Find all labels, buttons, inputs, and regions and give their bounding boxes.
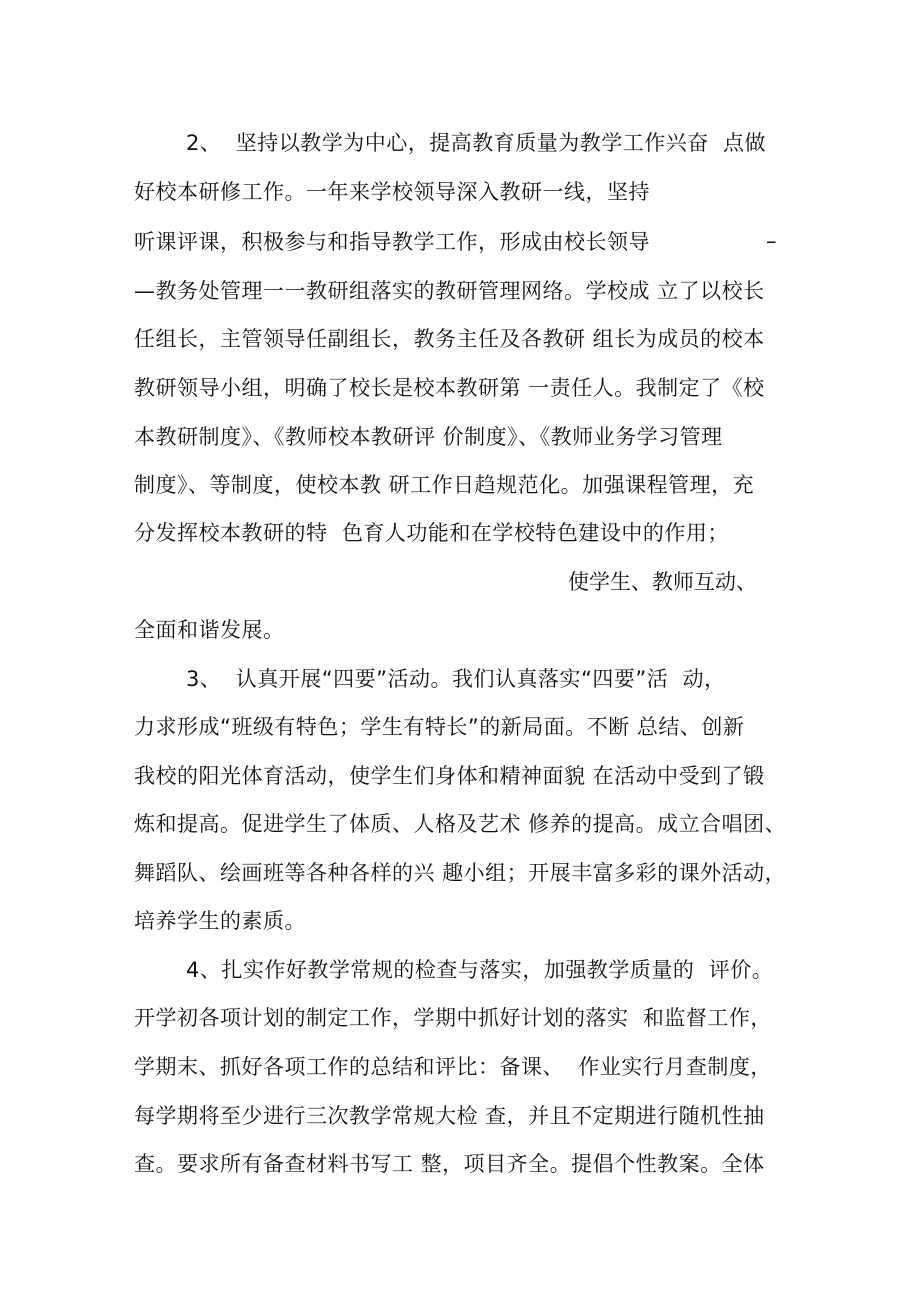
text-line: 分发挥校本教研的特 色育人功能和在学校特色建设中的作用； xyxy=(134,521,729,545)
text-line: 制度》、等制度，使校本教 研工作日趋规范化。加强课程管理，充 xyxy=(134,473,755,497)
text-line: 4、扎实作好教学常规的检查与落实，加强教学质量的 评价。 xyxy=(186,958,774,982)
text-line: 每学期将至少进行三次教学常规大检 查，并且不定期进行随机性抽 xyxy=(134,1104,765,1128)
dash-mark: – xyxy=(766,229,777,253)
text-line: 使学生、教师互动、 xyxy=(568,570,757,594)
text-line: 教研领导小组，明确了校长是校本教研第 一责任人。我制定了《校 xyxy=(134,376,765,400)
text-line: 3、 认真开展“四要”活动。我们认真落实“四要”活 动， xyxy=(186,667,726,691)
text-line: 开学初各项计划的制定工作，学期中抓好计划的落实 和监督工作， xyxy=(134,1006,772,1030)
text-line: 我校的阳光体育活动，使学生们身体和精神面貌 在活动中受到了锻 xyxy=(134,764,765,788)
text-line: 炼和提高。促进学生了体质、人格及艺术 修养的提高。成立合唱团、 xyxy=(134,812,787,836)
text-line: 查。要求所有备查材料书写工 整，项目齐全。提倡个性教案。全体 xyxy=(134,1152,765,1176)
text-line: 力求形成“班级有特色；学生有特长”的新局面。不断 总结、创新 xyxy=(134,715,745,739)
text-line: 好校本研修工作。一年来学校领导深入教研一线，坚持 xyxy=(134,180,650,204)
text-line: 全面和谐发展。 xyxy=(134,618,285,642)
text-line: —教务处管理一一教研组落实的教研管理网络。学校成 立了以校长 xyxy=(134,279,765,303)
text-line: 培养学生的素质。 xyxy=(134,909,306,933)
text-line: 学期末、抓好各项工作的总结和评比：备课、 作业实行月查制度， xyxy=(134,1055,772,1079)
text-line: 2、 坚持以教学为中心，提高教育质量为教学工作兴奋 点做 xyxy=(186,131,767,155)
text-line: 本教研制度》、《教师校本教研评 价制度》、《教师业务学习管理 xyxy=(134,425,723,449)
text-line: 任组长，主管领导任副组长，教务主任及各教研 组长为成员的校本 xyxy=(134,327,765,351)
text-line: 听课评课，积极参与和指导教学工作，形成由校长领导 xyxy=(134,230,650,254)
text-line: 舞蹈队、绘画班等各种各样的兴 趣小组；开展丰富多彩的课外活动， xyxy=(134,861,787,885)
